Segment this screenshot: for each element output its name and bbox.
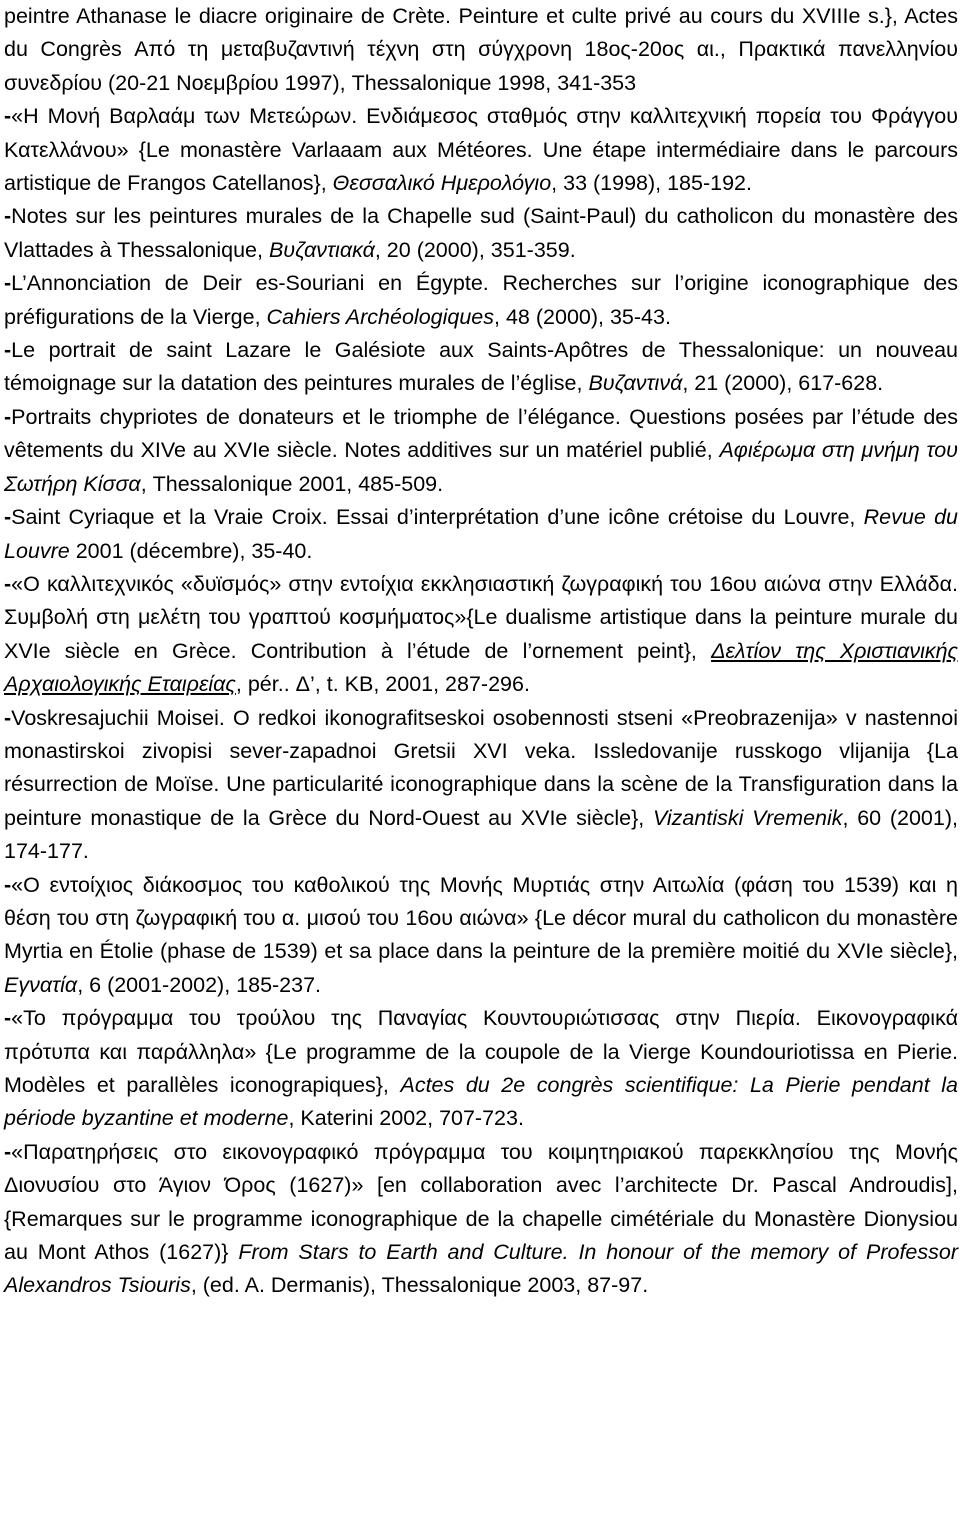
- bibliography-entry: [4, 401, 958, 501]
- entry-text: , Katerini 2002, 707-723.: [288, 1106, 524, 1131]
- entry-publication-title: Vizantiski Vremenik: [652, 805, 843, 830]
- entry-text: , pér.. Δ’, t. KB, 2001, 287-296.: [235, 672, 530, 697]
- bibliography-entry: [4, 869, 958, 1003]
- bibliography-entry: [4, 702, 958, 869]
- entry-publication-title: Θεσσαλικό Ημερολόγιο: [332, 171, 552, 196]
- entry-publication-title: Αφιέρωμα στη μνήμη του Σωτήρη Κίσσα: [4, 438, 958, 496]
- entry-text: 2001 (décembre), 35-40.: [69, 538, 313, 563]
- entry-text: L’Annonciation de Deir es-Souriani en Égypte. Recherches sur l’origine iconographique des préfigurations de la Vierge,: [4, 271, 958, 329]
- entry-text: , 6 (2001-2002), 185-237.: [77, 972, 322, 997]
- entry-dash: -: [4, 104, 12, 129]
- entry-text: , 20 (2000), 351-359.: [374, 237, 576, 262]
- entry-dash: -: [4, 505, 12, 530]
- bibliography-entry: [4, 100, 958, 200]
- entry-dash: -: [4, 1006, 12, 1031]
- entry-text: Le portrait de saint Lazare le Galésiote aux Saints-Apôtres de Thessalonique: un nouveau témoignage sur la datation des peintures murales de l’église,: [4, 338, 958, 396]
- entry-text: «Παρατηρήσεις στο εικονογραφικό πρόγραμμα του κοιμητηριακού παρεκκλησίου της Μονής Διονυσίου στο Άγιον Όρος (1627)» [en collaboration avec l’architecte Dr. Pascal Androudis], {Remarques sur le programme iconographique de la chapelle cimétériale du Monastère Dionysiou au Mont Athos (1627)}: [4, 1139, 958, 1265]
- bibliography-entry: [4, 334, 958, 401]
- entry-text: , 21 (2000), 617-628.: [682, 371, 884, 396]
- entry-text: , 60 (2001), 174-177.: [4, 805, 958, 864]
- bibliography-entry: [4, 1002, 958, 1136]
- bibliography-entry: [4, 200, 958, 267]
- entry-text: Portraits chypriotes de donateurs et le triomphe de l’élégance. Questions posées par l’étude des vêtements du XIVe au XVIe siècle. Notes additives sur un matériel publié,: [4, 404, 958, 463]
- bibliography-entry: [4, 568, 958, 702]
- entry-text: «Το πρόγραμμα του τρούλου της Παναγίας Κουντουριώτισσας στην Πιερία. Εικονογραφικά πρότυπα και παράλληλα» {Le programme de la coupole de la Vierge Koundouriotissa en Pierie. Modèles et parallèles iconograpiques},: [4, 1006, 958, 1097]
- entry-text: Notes sur les peintures murales de la Chapelle sud (Saint-Paul) du catholicon du monastère des Vlattades à Thessalonique,: [4, 204, 958, 262]
- entry-publication-title: Βυζαντιακά: [268, 237, 375, 262]
- entry-text: peintre Athanase le diacre originaire de Crète. Peinture et culte privé au cours du XVIIIe s.}, Actes du Congrès Από τη μεταβυζαντινή τέχνη στη σύγχρονη 18ος-20ος αι., Πρακτικά πανελληνίου συνεδρίου (20-21 Νοεμβρίου 1997), Thessalonique 1998, 341-353: [4, 4, 958, 95]
- entry-dash: -: [4, 204, 12, 229]
- bibliography-entry: [4, 1136, 958, 1303]
- entry-publication-title: Revue du Louvre: [4, 505, 958, 563]
- entry-publication-title: Βυζαντινά: [588, 371, 683, 396]
- entry-publication-title: Δελτίον της Χριστιανικής Αρχαιολογικής Εταιρείας: [4, 638, 958, 697]
- entry-text: , 33 (1998), 185-192.: [551, 171, 752, 196]
- entry-text: , 48 (2000), 35-43.: [494, 304, 671, 329]
- entry-dash: -: [4, 404, 12, 429]
- entry-dash: -: [4, 705, 12, 730]
- bibliography-page: [4, 0, 958, 1303]
- bibliography-entry: [4, 501, 958, 568]
- entry-dash: -: [4, 338, 12, 363]
- bibliography-entry: [4, 0, 958, 100]
- entry-publication-title: Cahiers Archéologiques: [266, 304, 495, 329]
- bibliography-entry: [4, 267, 958, 334]
- entry-text: , (ed. A. Dermanis), Thessalonique 2003, 87-97.: [190, 1273, 649, 1298]
- entry-publication-title: Actes du 2e congrès scientifique: La Pierie pendant la période byzantine et moderne: [4, 1073, 958, 1131]
- entry-publication-title: Εγνατία: [4, 972, 78, 997]
- entry-text: «Ο καλλιτεχνικός «δυϊσμός» στην εντοίχια εκκλησιαστική ζωγραφική του 16ου αιώνα στην Ελλάδα. Συμβολή στη μελέτη του γραπτού κοσμήματος»{Le dualisme artistique dans la peinture murale du XVIe siècle en Grèce. Contribution à l’étude de l’ornement peint},: [4, 571, 958, 663]
- entry-text: Saint Cyriaque et la Vraie Croix. Essai d’interprétation d’une icône crétoise du Louvre,: [11, 505, 864, 530]
- entry-dash: -: [4, 1139, 12, 1164]
- entry-dash: -: [4, 571, 12, 596]
- entry-text: , Thessalonique 2001, 485-509.: [140, 471, 444, 496]
- entry-publication-title: From Stars to Earth and Culture. In honour of the memory of Professor Alexandros Tsiouris: [4, 1240, 958, 1298]
- entry-text: Voskresajuchii Moisei. O redkoi ikonografitseskoi osobennosti stseni «Preobrazenija» v nastennoi monastirskoi zivopisi sever-zapadnoi Gretsii XVI veka. Issledovanije russkogo vlijanija {La résurrection de Moïse. Une particularité iconographique dans la scène de la Transfiguration dans la peinture monastique de la Grèce du Nord-Ouest au XVIe siècle},: [4, 705, 958, 830]
- entry-text: «Ο εντοίχιος διάκοσμος του καθολικού της Μονής Μυρτιάς στην Αιτωλία (φάση του 1539) και η θέση του στη ζωγραφική του α. μισού του 16ου αιώνα» {Le décor mural du catholicon du monastère Myrtia en Étolie (phase de 1539) et sa place dans la peinture de la première moitié du XVIe siècle},: [4, 872, 958, 964]
- entry-text: «Η Μονή Βαρλαάμ των Μετεώρων. Ενδιάμεσος σταθμός στην καλλιτεχνική πορεία του Φράγγου Κατελλάνου» {Le monastère Varlaaam aux Météores. Une étape intermédiaire dans le parcours artistique de Frangos Catellanos},: [4, 104, 958, 196]
- entry-dash: -: [4, 872, 12, 897]
- entry-dash: -: [4, 271, 12, 296]
